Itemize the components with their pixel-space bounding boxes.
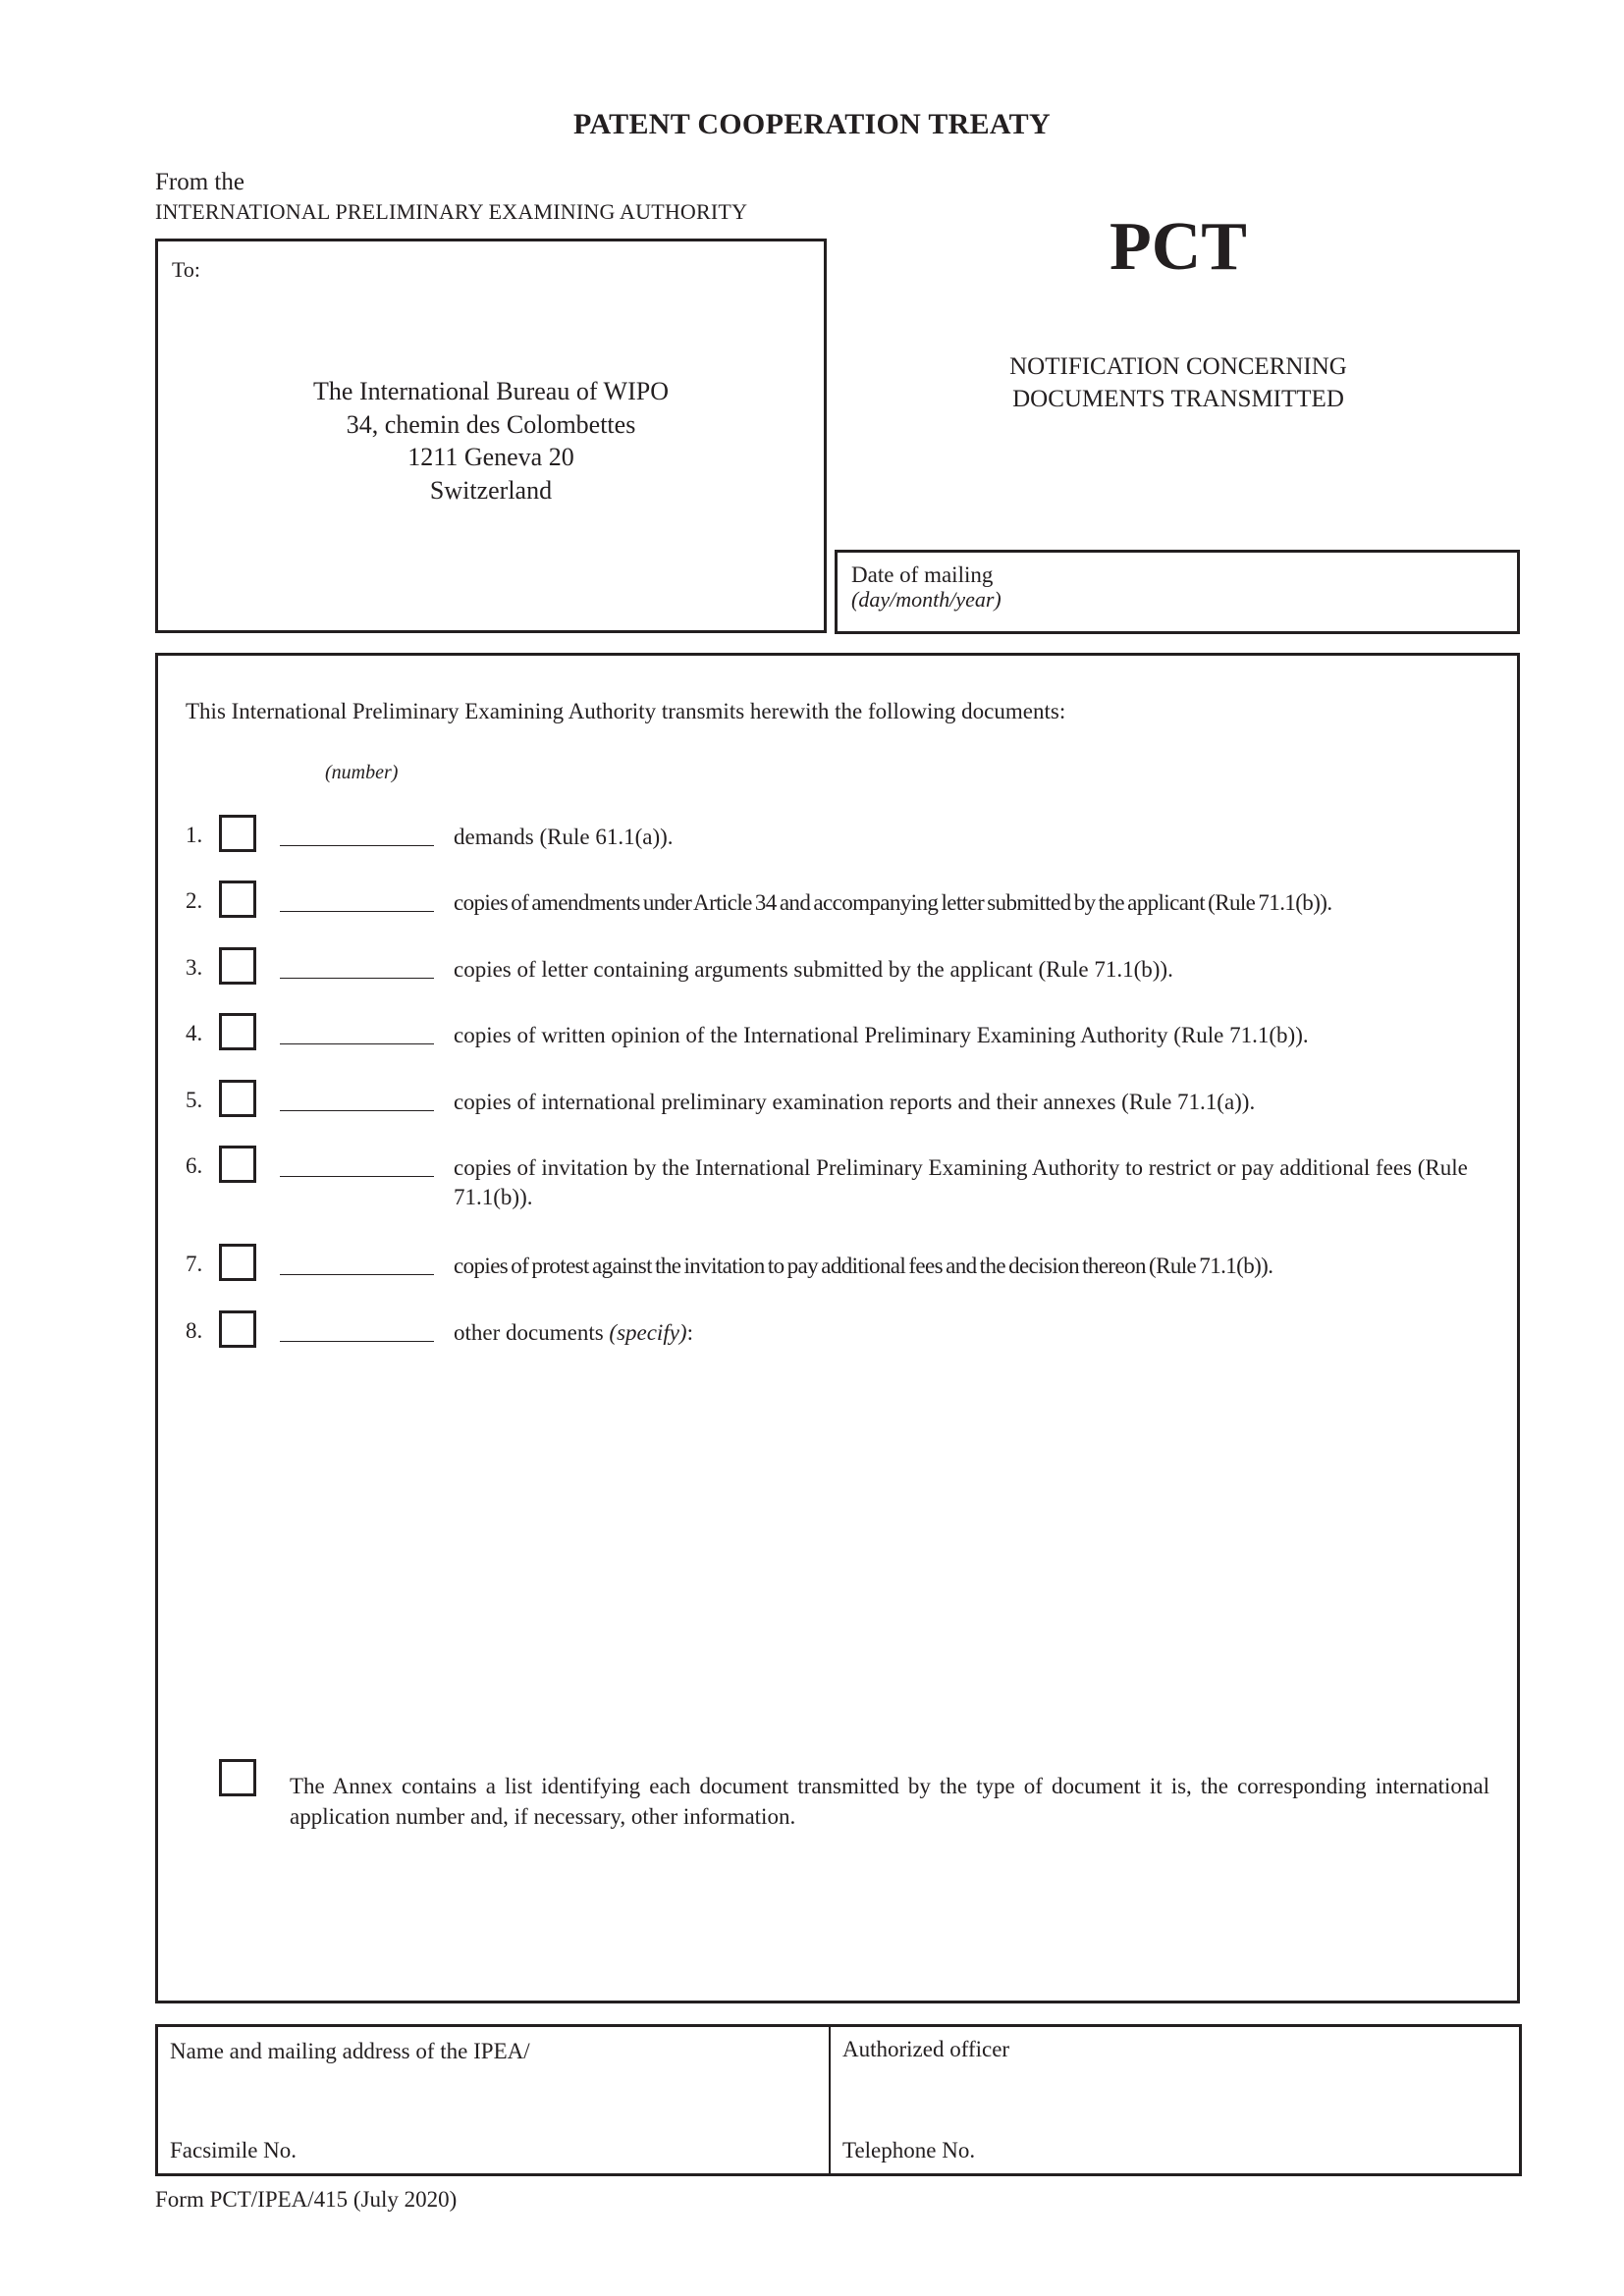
from-label: From the: [155, 169, 244, 195]
item-checkbox[interactable]: [219, 1013, 256, 1050]
document-item: [158, 945, 1517, 988]
item-text: copies of protest against the invitation to pay additional fees and the decision thereon (Rule 71.1(b)).: [454, 1254, 1273, 1278]
address-line: Switzerland: [429, 475, 553, 505]
item-text-main: other documents: [454, 1320, 604, 1345]
number-blank-field[interactable]: [280, 845, 434, 846]
documents-box: [155, 653, 1520, 2003]
document-item: [158, 1078, 1517, 1121]
form-title: PATENT COOPERATION TREATY: [573, 108, 1051, 140]
number-blank-field[interactable]: [280, 1274, 434, 1275]
from-authority: INTERNATIONAL PRELIMINARY EXAMINING AUTHORITY: [155, 199, 748, 224]
item-checkbox[interactable]: [219, 815, 256, 852]
specify-hint: (specify): [609, 1320, 687, 1345]
item-checkbox[interactable]: [219, 881, 256, 918]
form-id: Form PCT/IPEA/415 (July 2020): [155, 2187, 458, 2212]
footer-divider: [829, 2027, 831, 2173]
notification-line: NOTIFICATION CONCERNING: [1009, 353, 1347, 380]
number-blank-field[interactable]: [280, 1176, 434, 1177]
item-checkbox[interactable]: [219, 1310, 256, 1348]
item-number: 1.: [186, 823, 203, 847]
notification-title: [923, 350, 1434, 415]
item-text: copies of letter containing arguments submitted by the applicant (Rule 71.1(b)).: [454, 957, 1173, 982]
document-item: [158, 1011, 1517, 1054]
document-item: [158, 879, 1517, 922]
annex-checkbox[interactable]: [219, 1759, 256, 1796]
item-number: 6.: [186, 1153, 203, 1178]
number-column-header: (number): [325, 762, 399, 783]
telephone-label: Telephone No.: [842, 2138, 976, 2163]
item-checkbox[interactable]: [219, 1080, 256, 1117]
address-line: The International Bureau of WIPO: [313, 377, 669, 405]
document-item: [158, 813, 1517, 856]
document-item: [158, 1242, 1517, 1285]
number-blank-field[interactable]: [280, 1341, 434, 1342]
item-checkbox[interactable]: [219, 1244, 256, 1281]
pct-logo: PCT: [1110, 209, 1247, 285]
number-blank-field[interactable]: [280, 978, 434, 979]
item-checkbox[interactable]: [219, 947, 256, 985]
intro-text: This International Preliminary Examining Authority transmits herewith the following documents:: [186, 699, 1066, 723]
document-item: [158, 1144, 1517, 1212]
document-item: [158, 1308, 1517, 1352]
authorized-officer-label: Authorized officer: [842, 2037, 1010, 2061]
date-format-hint: (day/month/year): [851, 587, 1001, 612]
item-number: 5.: [186, 1088, 203, 1112]
ipea-name-address-label: Name and mailing address of the IPEA/: [170, 2039, 530, 2063]
address-line: 34, chemin des Colombettes: [346, 409, 636, 439]
number-blank-field[interactable]: [280, 911, 434, 912]
date-label: Date of mailing: [851, 562, 994, 587]
number-blank-field[interactable]: [280, 1110, 434, 1111]
addressee-box: [155, 239, 827, 633]
item-number: 2.: [186, 888, 203, 913]
annex-text: The Annex contains a list identifying each document transmitted by the type of document it is, the corresponding international application number and, if necessary, other information.: [290, 1774, 1489, 1829]
item-number: 7.: [186, 1252, 203, 1276]
addressee-address: [158, 375, 824, 507]
date-of-mailing-field[interactable]: [835, 550, 1520, 634]
item-text: [454, 1318, 1489, 1348]
item-number: 4.: [186, 1021, 203, 1045]
item-text: demands (Rule 61.1(a)).: [454, 825, 674, 849]
item-checkbox[interactable]: [219, 1146, 256, 1183]
item-text: copies of international preliminary examination reports and their annexes (Rule 71.1(a)).: [454, 1090, 1256, 1114]
footer-box: [155, 2024, 1522, 2176]
number-blank-field[interactable]: [280, 1043, 434, 1044]
item-text-suffix: :: [686, 1320, 693, 1345]
facsimile-label: Facsimile No.: [170, 2138, 298, 2163]
item-text: copies of amendments under Article 34 and accompanying letter submitted by the applicant (Rule 71.1(b)).: [454, 890, 1332, 915]
to-label: To:: [172, 257, 201, 282]
item-text: copies of written opinion of the International Preliminary Examining Authority (Rule 71.1(b)).: [454, 1023, 1309, 1047]
item-number: 3.: [186, 955, 203, 980]
item-number: 8.: [186, 1318, 203, 1343]
notification-line: DOCUMENTS TRANSMITTED: [1012, 386, 1344, 412]
item-text: copies of invitation by the International Preliminary Examining Authority to restrict or pay additional fees (Rule 71.1(b)).: [454, 1155, 1468, 1209]
address-line: 1211 Geneva 20: [407, 443, 574, 471]
